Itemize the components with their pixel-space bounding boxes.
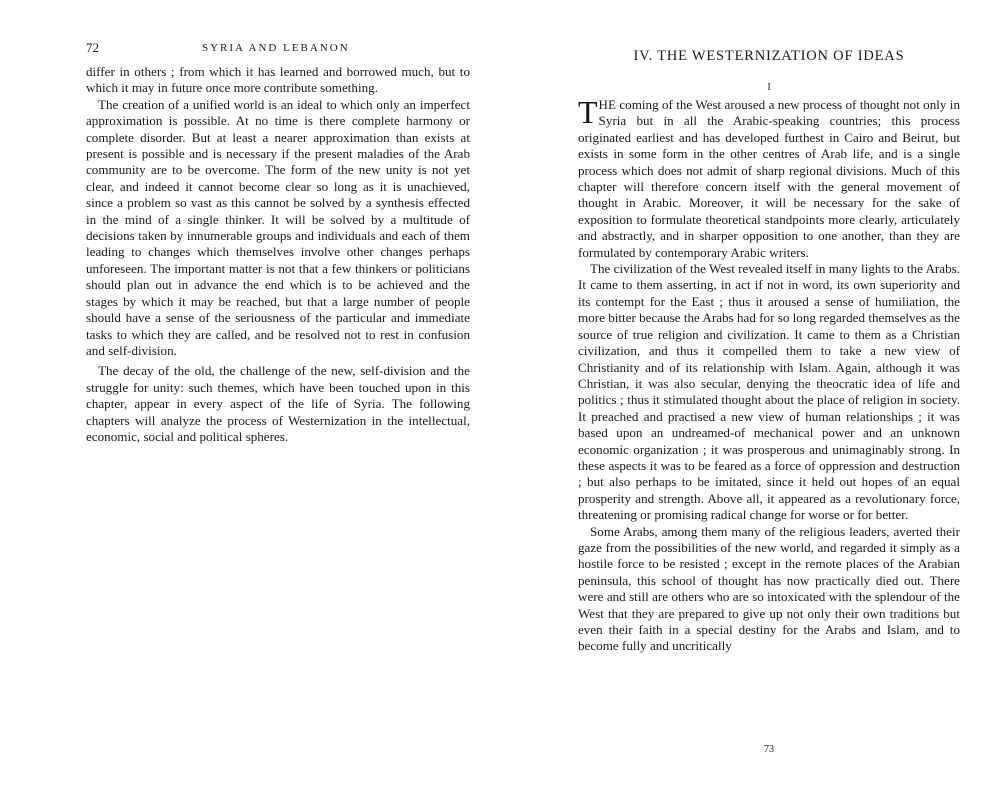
section-number: I: [767, 82, 771, 93]
chapter-title: IV. THE WESTERNIZATION OF IDEAS: [633, 48, 905, 64]
drop-cap: T: [578, 94, 598, 130]
page-number-right: 73: [764, 744, 774, 755]
paragraph: Some Arabs, among them many of the religious leaders, averted their gaze from the possibilities of the new world, and regarded it simply as a hostile force to be resisted ; except in the remote places of the Arabian peninsula, this school of thought has now practically died out. There were and still are others who are so intoxicated with the splendour of the West that they are prepared to give up not only their own traditions but even their faith in a special destiny for the Arabs and Islam, and to become fully and uncritically: [578, 523, 960, 654]
left-text-block: [86, 64, 470, 445]
paragraph: The creation of a unified world is an ideal to which only an imperfect approximation is possible. At no time is there complete harmony or complete disorder. But at least a nearer approximation than exists at present is possible and is necessary if the present maladies of the Arab community are to be overcome. The form of the new unity is not yet clear, and indeed it cannot become clear so long as it is unachieved, since a problem so vast as this cannot be solved by a synthesis effected in the mind of a single thinker. It will be solved by a multitude of decisions taken by innumerable groups and individuals and each of them leading to changes which themselves involve other changes perhaps unforeseen. The important matter is not that a few thinkers or politicians should plan out in advance the end which is to be achieved and the stages by which it may be reached, but that a large number of people should have a sense of the seriousness of the particular and immediate tasks to which they are called, and be resolved not to rest in confusion and self-division.: [86, 96, 470, 358]
paragraph: The decay of the old, the challenge of the new, self-division and the struggle for unity: such themes, which have been touched upon in this chapter, appear in every aspect of the life of Syria. The following chapters will analyze the process of Westernization in the intellectual, economic, social and political spheres.: [86, 363, 470, 444]
page-number-left: 72: [86, 40, 99, 55]
paragraph: The civilization of the West revealed itself in many lights to the Arabs. It came to them asserting, in act if not in word, its own superiority and its contempt for the East ; thus it aroused a sense of humiliation, the more bitter because the Arabs had for so long regarded themselves as the source of true religion and civilization. It came to them as a Christian civilization, and thus it compelled them to take a new view of Christianity and of its relationship with Islam. Again, although it was Christian, it was also secular, denying the theocratic idea of life and politics ; thus it stimulated thought about the place of religion in society. It preached and practised a new view of human relationships ; it was based upon an undreamed-of mechanical power and an unknown economic organization ; it was prosperous and unimaginably strong. In these aspects it was to be feared as a force of oppression and destruction ; but also perhaps to be imitated, since it held out hopes of an equal prosperity and strength. Above all, it appeared as a revolutionary force, threatening or promising radical change for worse or for better.: [578, 261, 960, 523]
running-head: [86, 40, 470, 56]
paragraph: differ in others ; from which it has learned and borrowed much, but to which it may in future once more contribute something.: [86, 64, 470, 96]
right-text-block: [578, 94, 960, 655]
running-title: SYRIA AND LEBANON: [202, 42, 350, 54]
paragraph-first: [578, 94, 960, 261]
paragraph-text: HE coming of the West aroused a new process of thought not only in Syria but in all the Arabic-speaking countries; this process originated earliest and has developed furthest in Cairo and Beirut, but exists in some form in the other centres of Arab life, and is a single process which does not admit of sharp regional divisions. Much of this chapter will therefore concern itself with the general movement of thought in Arabic. Moreover, it will be necessary for the sake of exposition to formulate theoretical standpoints more clearly, articulately and abstractly, and in sharper opposition to one another, than they are formulated by contemporary Arabic writers.: [578, 97, 960, 260]
